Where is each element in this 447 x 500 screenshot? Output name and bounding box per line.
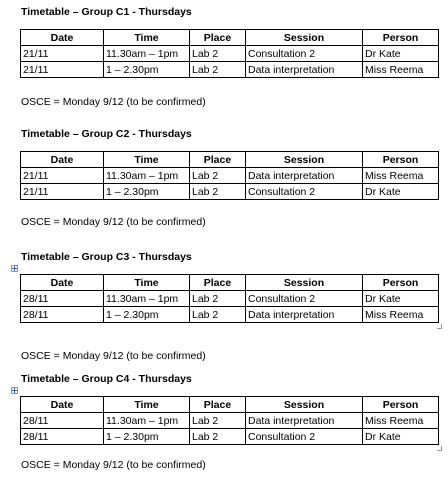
cell-date: 21/11 — [21, 62, 104, 78]
column-header-session: Session — [246, 30, 363, 46]
column-header-date: Date — [21, 30, 104, 46]
column-header-place: Place — [190, 397, 246, 413]
cell-place: Lab 2 — [190, 184, 246, 200]
timetable-title: Timetable – Group C4 - Thursdays — [21, 373, 192, 385]
cell-date: 28/11 — [21, 413, 104, 429]
column-header-session: Session — [246, 397, 363, 413]
cell-date: 28/11 — [21, 307, 104, 323]
cell-place: Lab 2 — [190, 413, 246, 429]
cell-place: Lab 2 — [190, 62, 246, 78]
header-row — [21, 30, 439, 46]
cell-session: Data interpretation — [246, 413, 363, 429]
cell-place: Lab 2 — [190, 307, 246, 323]
cell-date: 21/11 — [21, 46, 104, 62]
table-row — [21, 62, 439, 78]
cell-person: Miss Reema — [363, 413, 439, 429]
cell-place: Lab 2 — [190, 168, 246, 184]
cell-date: 28/11 — [21, 291, 104, 307]
table-row — [21, 413, 439, 429]
column-header-date: Date — [21, 152, 104, 168]
column-header-person: Person — [363, 275, 439, 291]
cell-session: Data interpretation — [246, 168, 363, 184]
header-row — [21, 275, 439, 291]
table-resize-handle-icon[interactable] — [437, 446, 442, 451]
cell-person: Dr Kate — [363, 291, 439, 307]
column-header-place: Place — [190, 152, 246, 168]
osce-note: OSCE = Monday 9/12 (to be confirmed) — [21, 350, 206, 362]
header-row — [21, 152, 439, 168]
cell-person: Miss Reema — [363, 168, 439, 184]
cell-time: 1 – 2.30pm — [104, 429, 190, 445]
cell-time: 11.30am – 1pm — [104, 413, 190, 429]
timetable-title: Timetable – Group C1 - Thursdays — [21, 6, 192, 18]
table-row — [21, 46, 439, 62]
column-header-person: Person — [363, 152, 439, 168]
table-move-handle-icon[interactable] — [11, 265, 18, 272]
osce-note: OSCE = Monday 9/12 (to be confirmed) — [21, 459, 206, 471]
table-resize-handle-icon[interactable] — [437, 324, 442, 329]
column-header-date: Date — [21, 275, 104, 291]
table-row — [21, 184, 439, 200]
timetable-table — [20, 151, 439, 200]
timetable-title: Timetable – Group C2 - Thursdays — [21, 128, 192, 140]
column-header-date: Date — [21, 397, 104, 413]
cell-session: Consultation 2 — [246, 429, 363, 445]
header-row — [21, 397, 439, 413]
cell-person: Miss Reema — [363, 62, 439, 78]
column-header-time: Time — [104, 30, 190, 46]
cell-place: Lab 2 — [190, 291, 246, 307]
column-header-session: Session — [246, 275, 363, 291]
cell-session: Consultation 2 — [246, 291, 363, 307]
cell-person: Miss Reema — [363, 307, 439, 323]
column-header-place: Place — [190, 30, 246, 46]
cell-time: 1 – 2.30pm — [104, 307, 190, 323]
column-header-time: Time — [104, 152, 190, 168]
table-row — [21, 168, 439, 184]
table-row — [21, 291, 439, 307]
cell-person: Dr Kate — [363, 184, 439, 200]
timetable-title: Timetable – Group C3 - Thursdays — [21, 251, 192, 263]
cell-date: 28/11 — [21, 429, 104, 445]
table-move-handle-icon[interactable] — [11, 387, 18, 394]
column-header-time: Time — [104, 275, 190, 291]
column-header-person: Person — [363, 30, 439, 46]
cell-date: 21/11 — [21, 168, 104, 184]
cell-time: 11.30am – 1pm — [104, 46, 190, 62]
osce-note: OSCE = Monday 9/12 (to be confirmed) — [21, 216, 206, 228]
cell-place: Lab 2 — [190, 46, 246, 62]
cell-place: Lab 2 — [190, 429, 246, 445]
cell-time: 11.30am – 1pm — [104, 291, 190, 307]
column-header-person: Person — [363, 397, 439, 413]
cell-person: Dr Kate — [363, 429, 439, 445]
cell-time: 1 – 2.30pm — [104, 62, 190, 78]
cell-person: Dr Kate — [363, 46, 439, 62]
timetable-table — [20, 396, 439, 445]
timetable-table — [20, 274, 439, 323]
cell-session: Data interpretation — [246, 62, 363, 78]
cell-date: 21/11 — [21, 184, 104, 200]
table-row — [21, 307, 439, 323]
table-row — [21, 429, 439, 445]
cell-session: Consultation 2 — [246, 46, 363, 62]
timetable-table — [20, 29, 439, 78]
column-header-time: Time — [104, 397, 190, 413]
cell-time: 11.30am – 1pm — [104, 168, 190, 184]
cell-session: Consultation 2 — [246, 184, 363, 200]
column-header-place: Place — [190, 275, 246, 291]
cell-session: Data interpretation — [246, 307, 363, 323]
column-header-session: Session — [246, 152, 363, 168]
osce-note: OSCE = Monday 9/12 (to be confirmed) — [21, 96, 206, 108]
cell-time: 1 – 2.30pm — [104, 184, 190, 200]
